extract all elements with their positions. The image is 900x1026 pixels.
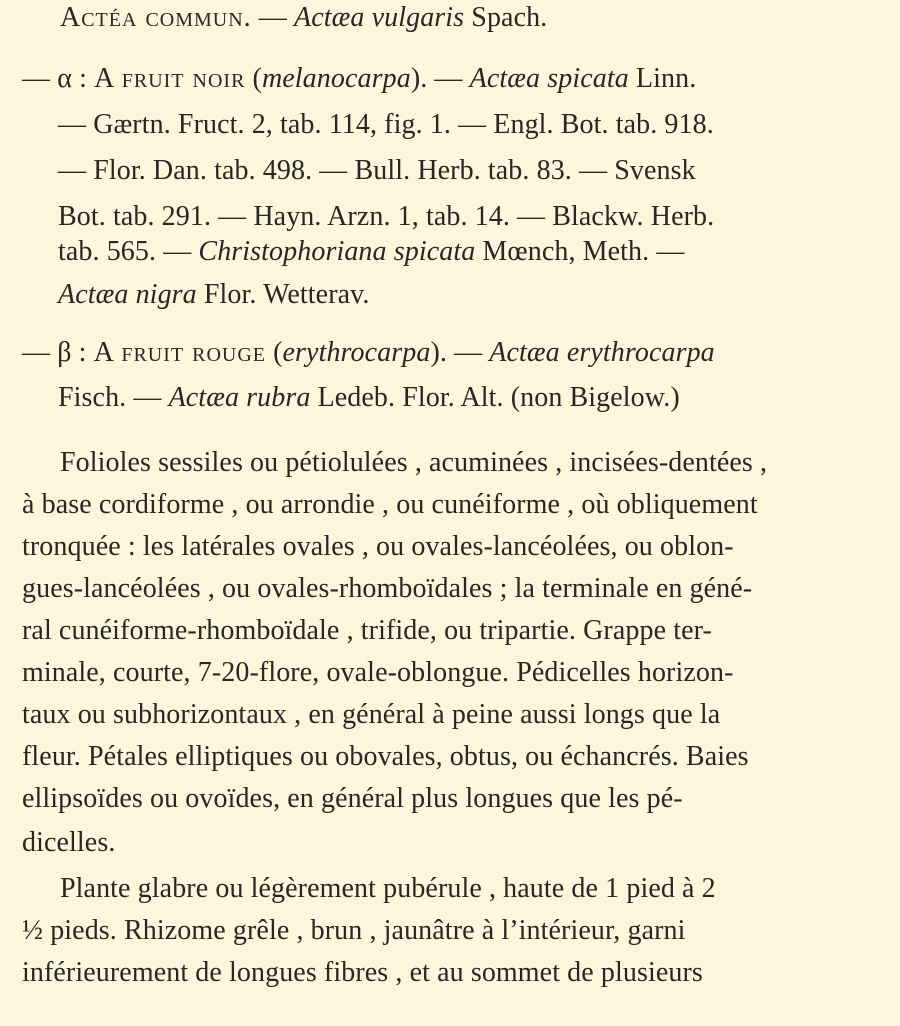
- description-line: gues-lancéolées , ou ovales-rhomboïdales ; la terminale en géné-: [22, 573, 753, 604]
- description-line: minale, courte, 7-20-flore, ovale-oblongue. Pédicelles horizon-: [22, 657, 734, 688]
- description-line: taux ou subhorizontaux , en général à peine aussi longs que la: [22, 699, 721, 730]
- variety-beta-line-1: — β : A fruit rouge (erythrocarpa). — Actæa erythrocarpa: [22, 337, 715, 368]
- variety-alpha-line-5: tab. 565. — Christophoriana spicata Mœnch, Meth. —: [58, 236, 685, 267]
- variety-alpha-line-6: Actæa nigra Flor. Wetterav.: [58, 279, 370, 310]
- variety-alpha-line-1: — α : A fruit noir (melanocarpa). — Actæa spicata Linn.: [22, 63, 697, 94]
- habit-line: Plante glabre ou légèrement pubérule , haute de 1 pied à 2: [60, 873, 716, 904]
- habit-line: ½ pieds. Rhizome grêle , brun , jaunâtre à l’intérieur, garni: [22, 915, 686, 946]
- description-line: à base cordiforme , ou arrondie , ou cunéiforme , où obliquement: [22, 489, 758, 520]
- variety-alpha-line-4: Bot. tab. 291. — Hayn. Arzn. 1, tab. 14. — Blackw. Herb.: [58, 201, 715, 232]
- variety-beta-line-2: Fisch. — Actæa rubra Ledeb. Flor. Alt. (non Bigelow.): [58, 382, 680, 413]
- habit-line: inférieurement de longues fibres , et au sommet de plusieurs: [22, 957, 703, 988]
- description-line: ral cunéiforme-rhomboïdale , trifide, ou tripartie. Grappe ter-: [22, 615, 712, 646]
- variety-alpha-line-2: — Gærtn. Fruct. 2, tab. 114, fig. 1. — Engl. Bot. tab. 918.: [58, 109, 714, 140]
- description-line: Folioles sessiles ou pétiolulées , acuminées , incisées-dentées ,: [60, 447, 768, 478]
- description-line: ellipsoïdes ou ovoïdes, en général plus longues que les pé-: [22, 783, 683, 814]
- latin-name: Actæa vulgaris: [294, 2, 465, 33]
- description-line: fleur. Pétales elliptiques ou obovales, obtus, ou échancrés. Baies: [22, 741, 749, 772]
- variety-alpha-line-3: — Flor. Dan. tab. 498. — Bull. Herb. tab. 83. — Svensk: [58, 155, 696, 186]
- description-line: tronquée : les latérales ovales , ou ovales-lancéolées, ou oblon-: [22, 531, 734, 562]
- common-name: Actéa commun.: [60, 2, 252, 33]
- description-line: dicelles.: [22, 827, 116, 858]
- species-heading: Actéa commun. — Actæa vulgaris Spach.: [60, 2, 548, 33]
